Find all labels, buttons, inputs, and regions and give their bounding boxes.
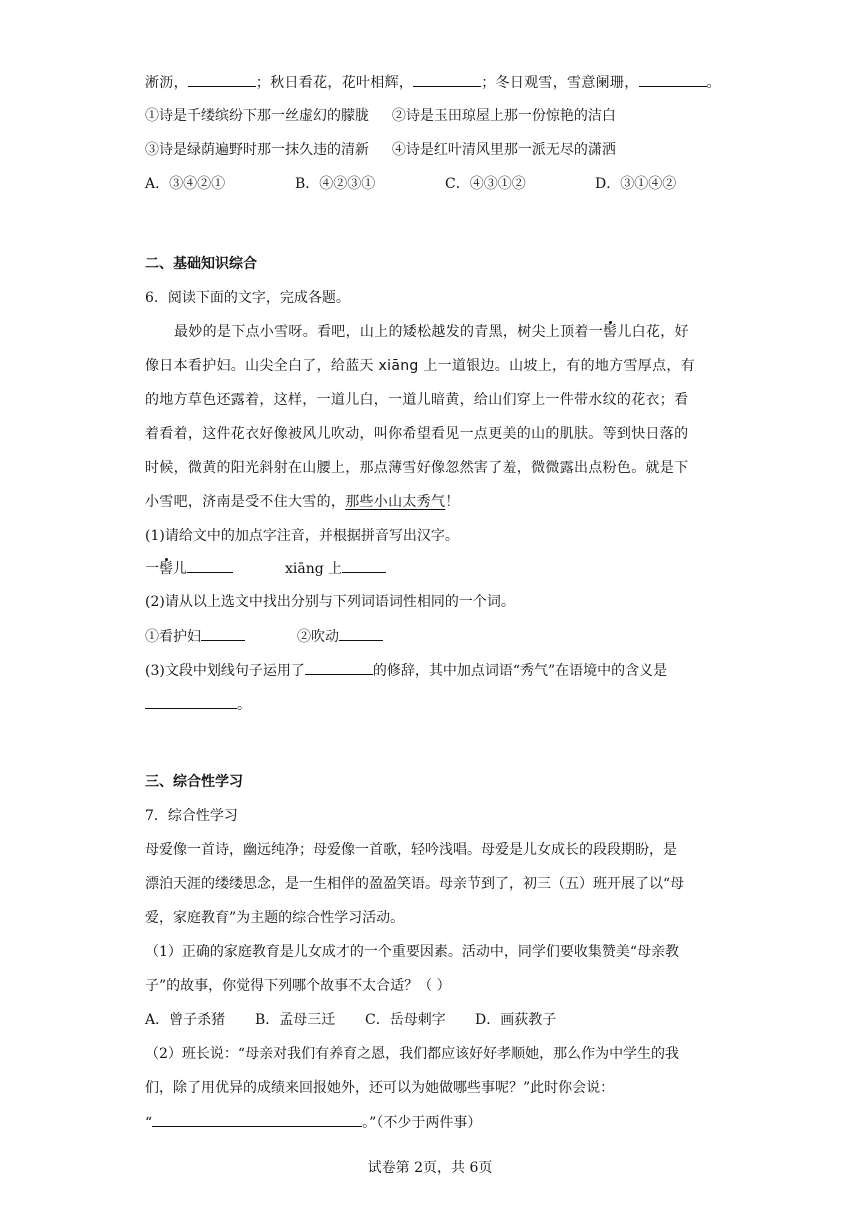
q6-1-answers	[145, 558, 386, 579]
q7-para-line-2: 漂泊天涯的缕缕思念，是一生相伴的盈盈笑语。母亲节到了，初三（五）班开展了以“母	[145, 876, 685, 892]
q6-3-end: 。	[237, 697, 251, 713]
q5-option-2: ②诗是玉田琼屋上那一份惊艳的洁白	[391, 108, 616, 124]
q6-1-a-post: 儿	[173, 561, 187, 577]
q5-choice-b[interactable]: B．④②③①	[295, 176, 376, 192]
passage-text-6-end: ！	[445, 494, 460, 510]
passage-text-1: 最妙的是下点小雪呀。看吧，山上的矮松越发的青黑，树尖上顶着一	[174, 324, 603, 340]
q5-blank-2[interactable]	[413, 72, 481, 87]
q5-blanks-line	[145, 72, 721, 93]
passage-line-1	[174, 322, 689, 342]
q6-2-a-label: ①看护妇	[145, 629, 201, 645]
q5-choice-d[interactable]: D．③①④②	[595, 176, 677, 192]
q6-2-blank-a[interactable]	[201, 626, 245, 641]
passage-line-6	[145, 492, 460, 512]
q7-2-blank[interactable]	[152, 1112, 362, 1127]
dotted-char-ji: 髻	[603, 324, 618, 340]
q6-3-pre: (3)文段中划线句子运用了	[145, 663, 305, 679]
passage-line-3: 的地方草色还露着，这样，一道儿白，一道儿暗黄，给山们穿上一件带水纹的花衣；看	[145, 392, 689, 408]
q5-choice-a[interactable]: A．③④②①	[145, 176, 226, 192]
q6-title: 6．阅读下面的文字，完成各题。	[145, 290, 350, 306]
q6-3-answer-line	[145, 694, 251, 715]
q5-text-d: 。	[706, 75, 721, 91]
section-3-heading: 三、综合性学习	[145, 774, 243, 790]
q6-3-blank-2[interactable]	[145, 694, 237, 709]
q5-blank-3[interactable]	[639, 72, 707, 87]
q6-2-b-label: ②吹动	[297, 629, 339, 645]
q7-2-answer-line	[145, 1112, 481, 1133]
q5-text-a: 淅沥，	[145, 75, 188, 91]
q7-1-choice-c[interactable]: C．岳母刺字	[365, 1012, 446, 1028]
q7-title: 7．综合性学习	[145, 808, 238, 824]
q5-option-3: ③诗是绿荫遍野时那一抹久违的清新	[145, 142, 369, 158]
q6-2-prompt: (2)请从以上选文中找出分别与下列词语词性相同的一个词。	[145, 594, 515, 610]
q7-2-open-quote: “	[145, 1115, 153, 1131]
page-footer: 试卷第 2页，共 6页	[367, 1160, 493, 1176]
q6-1-dotted-char: 髻	[159, 561, 173, 577]
q7-2-line-1: （2）班长说：“母亲对我们有养育之恩，我们都应该好好孝顺她，那么作为中学生的我	[145, 1046, 680, 1062]
passage-line-2: 像日本看护妇。山尖全白了，给蓝天 xiāng 上一道银边。山坡上，有的地方雪厚点，有	[145, 358, 696, 374]
q7-1-choice-a[interactable]: A．曾子杀猪	[145, 1012, 226, 1028]
q7-1-choice-b[interactable]: B．孟母三迁	[255, 1012, 336, 1028]
q7-1-line-2: 子”的故事，你觉得下列哪个故事不太合适？（ ）	[145, 978, 451, 994]
passage-text-1-end: 儿白花，好	[617, 324, 689, 340]
q5-options-row-2	[145, 140, 616, 160]
q7-1-line-1: （1）正确的家庭教育是儿女成才的一个重要因素。活动中，同学们要收集赞美“母亲教	[145, 944, 680, 960]
underlined-sentence: 那些小山太秀气	[345, 494, 446, 510]
q6-1-prompt: (1)请给文中的加点字注音，并根据拼音写出汉字。	[145, 528, 459, 544]
q5-choice-c[interactable]: C．④③①②	[445, 176, 526, 192]
passage-line-4: 着看着，这件花衣好像被风儿吹动，叫你希望看见一点更美的山的肌肤。等到快日落的	[145, 426, 689, 442]
section-2-heading: 二、基础知识综合	[145, 256, 257, 272]
passage-line-5: 时候，微黄的阳光斜射在山腰上，那点薄雪好像忽然害了羞，微微露出点粉色。就是下	[145, 460, 689, 476]
q7-1-choices	[145, 1010, 556, 1030]
passage-text-6: 小雪吧，济南是受不住大雪的，	[145, 494, 346, 510]
q5-text-c: ；冬日观雪，雪意阑珊，	[481, 75, 639, 91]
q7-2-close: 。”（不少于两件事）	[362, 1115, 482, 1131]
q6-3-blank-1[interactable]	[305, 660, 373, 675]
q5-option-1: ①诗是千缕缤纷下那一丝虚幻的朦胧	[145, 108, 369, 124]
q5-blank-1[interactable]	[188, 72, 256, 87]
q6-2-blank-b[interactable]	[339, 626, 383, 641]
q5-options-row-1	[145, 106, 616, 126]
q7-para-line-3: 爱，家庭教育”为主题的综合性学习活动。	[145, 910, 405, 926]
q6-3-prompt	[145, 660, 667, 681]
q6-1-blank-b[interactable]	[342, 558, 386, 573]
q5-choices	[145, 174, 676, 194]
q5-option-4: ④诗是红叶清风里那一派无尽的潇洒	[391, 142, 616, 158]
q6-3-post: 的修辞，其中加点词语“秀气”在语境中的含义是	[372, 663, 668, 679]
q6-1-blank-a[interactable]	[187, 558, 233, 573]
q6-1-a-pre: 一	[145, 561, 159, 577]
q6-2-answers	[145, 626, 383, 647]
q7-para-line-1: 母爱像一首诗，幽远纯净；母爱像一首歌，轻吟浅唱。母爱是儿女成长的段段期盼，是	[145, 842, 677, 858]
q6-1-b-label: xiāng 上	[285, 561, 343, 577]
q5-text-b: ；秋日看花，花叶相辉，	[255, 75, 414, 91]
q7-2-line-2: 们，除了用优异的成绩来回报她外，还可以为她做哪些事呢？”此时你会说：	[145, 1080, 615, 1096]
q7-1-choice-d[interactable]: D．画荻教子	[475, 1012, 557, 1028]
